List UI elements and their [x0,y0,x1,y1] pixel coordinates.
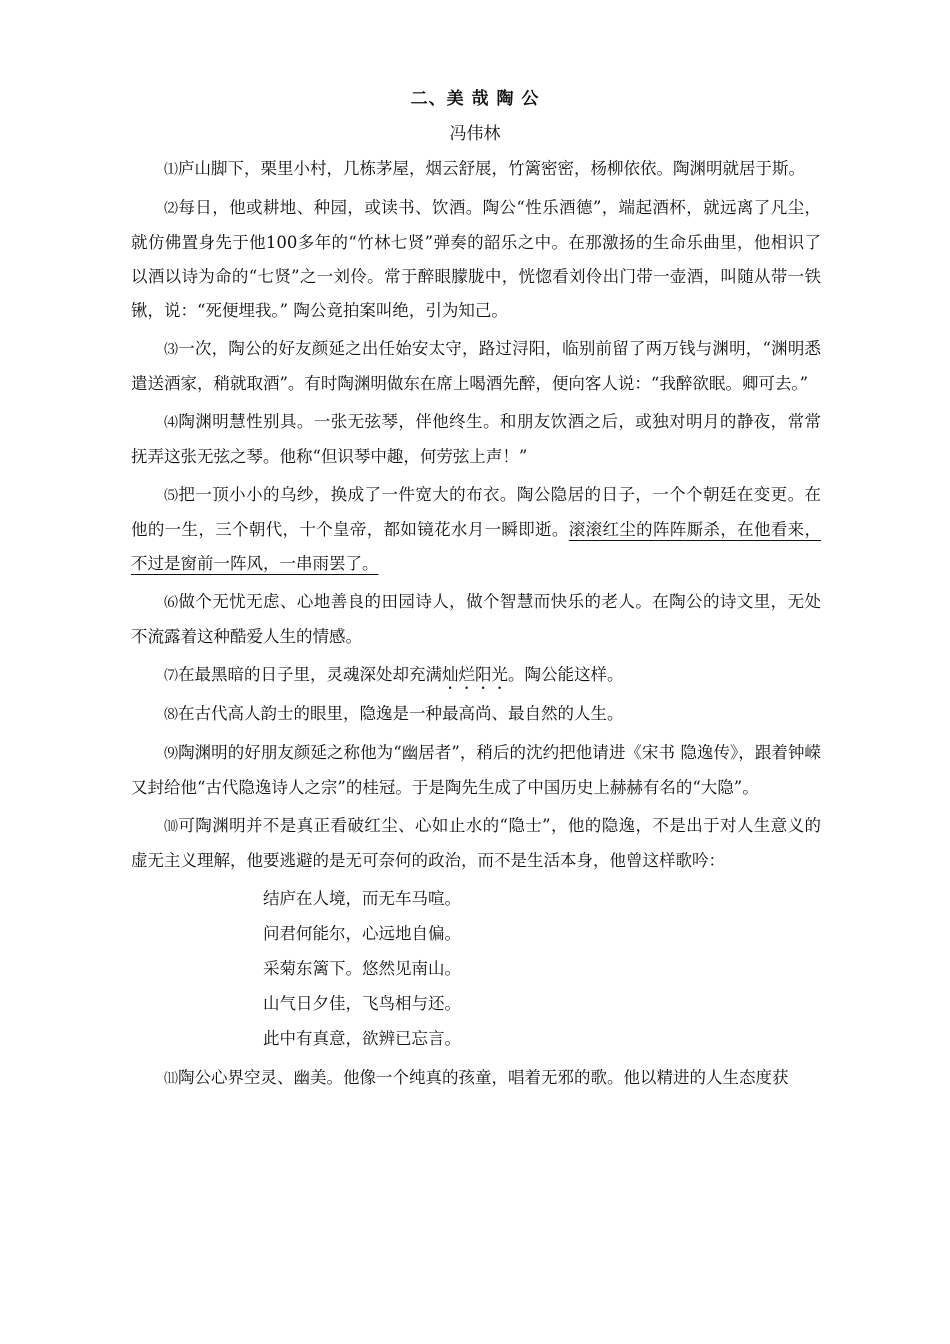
paragraph-text: 做个无忧无虑、心地善良的田园诗人，做个智慧而快乐的老人。在陶公的诗文里，无处不流露着这种酷爱人生的情感。 [131,592,822,646]
paragraph-number: ⑾ [164,1071,178,1087]
paragraph-text: 每日，他或耕地、种园，或读书、饮酒。陶公“性乐酒德”，端起酒杯，就远离了凡尘，就仿佛置身先于他100多年的“竹林七贤”弹奏的韶乐之中。在那激扬的生命乐曲里，他相识了以酒以诗为命的“七贤”之一刘伶。常于醉眼朦胧中，恍惚看刘伶出门带一壶酒，叫随从带一铁锹，说：“死便埋我。” 陶公竟拍案叫绝，引为知己。 [131,198,822,320]
paragraph-10 [131,809,821,878]
paragraph-text: 在最黑暗的日子里，灵魂深处却充满 [178,665,442,684]
paragraph-3 [131,332,821,401]
paragraph-text-end: 。陶公能这样。 [508,665,624,684]
paragraph-number: ⑵ [164,201,179,217]
paragraph-number: ⑽ [164,819,179,835]
poem-line: 此中有真意，欲辨已忘言。 [263,1029,461,1048]
paragraph-number: ⑷ [164,415,179,431]
article-title: 二、美 哉 陶 公 [410,89,540,109]
poem-line: 问君何能尔，心远地自偏。 [263,924,461,943]
paragraph-2 [131,191,821,328]
paragraph-9 [131,736,821,805]
paragraph-11 [131,1061,821,1096]
paragraph-number: ⑹ [164,595,179,611]
paragraph-number: ⑼ [164,746,179,762]
paragraph-7 [131,658,821,693]
poem-line: 山气日夕佳，飞鸟相与还。 [263,994,461,1013]
paragraph-number: ⑺ [164,668,178,684]
paragraph-text: 陶公心界空灵、幽美。他像一个纯真的孩童，唱着无邪的歌。他以精进的人生态度获 [178,1068,789,1087]
emphasized-phrase: 灿烂阳光 [442,665,508,684]
paragraph-5 [131,478,821,581]
paragraph-number: ⑶ [164,342,179,358]
underlined-sentence: 滚滚红尘的阵阵厮杀，在他看来，不过是窗前一阵风，一串雨罢了。 [131,520,822,573]
paragraph-text: 陶渊明的好朋友颜延之称他为“幽居者”，稍后的沈约把他请进《宋书 隐逸传》，跟着钟嵘又封给他“古代隐逸诗人之宗”的桂冠。于是陶先生成了中国历史上赫赫有名的“大隐”。 [131,743,822,797]
paragraph-1 [131,152,821,187]
paragraph-text: 在古代高人韵士的眼里，隐逸是一种最高尚、最自然的人生。 [178,704,624,723]
paragraph-text: 庐山脚下，栗里小村，几栋茅屋，烟云舒展，竹篱密密，杨柳依依。陶渊明就居于斯。 [178,159,805,178]
poem-line: 采菊东篱下。悠然见南山。 [263,959,461,978]
paragraph-number: ⑴ [164,162,178,178]
article-body [131,152,821,1100]
paragraph-8 [131,697,821,732]
article-author: 冯伟林 [449,124,501,144]
poem-line: 结庐在人境，而无车马喧。 [263,889,461,908]
paragraph-text: 一次，陶公的好友颜延之出任始安太守，路过浔阳，临别前留了两万钱与渊明，“渊明悉遣送酒家，稍就取酒”。有时陶渊明做东在席上喝酒先醉，便向客人说：“我醉欲眠。卿可去。” [131,339,822,393]
paragraph-number: ⑸ [164,488,179,504]
paragraph-6 [131,585,821,654]
poem-block [131,882,821,1057]
paragraph-4 [131,405,821,474]
paragraph-number: ⑻ [164,707,178,723]
paragraph-text: 陶渊明慧性别具。一张无弦琴，伴他终生。和朋友饮酒之后，或独对明月的静夜，常常抚弄这张无弦之琴。他称“但识琴中趣，何劳弦上声！” [131,412,822,466]
paragraph-text: 把一顶小小的乌纱，换成了一件宽大的布衣。陶公隐居的日子，一个个朝廷在变更。在他的一生，三个朝代，十个皇帝，都如镜花水月一瞬即逝。 [131,485,822,539]
paragraph-text: 可陶渊明并不是真正看破红尘、心如止水的“隐士”，他的隐逸，不是出于对人生意义的虚无主义理解，他要逃避的是无可奈何的政治，而不是生活本身，他曾这样歌吟： [131,816,822,870]
